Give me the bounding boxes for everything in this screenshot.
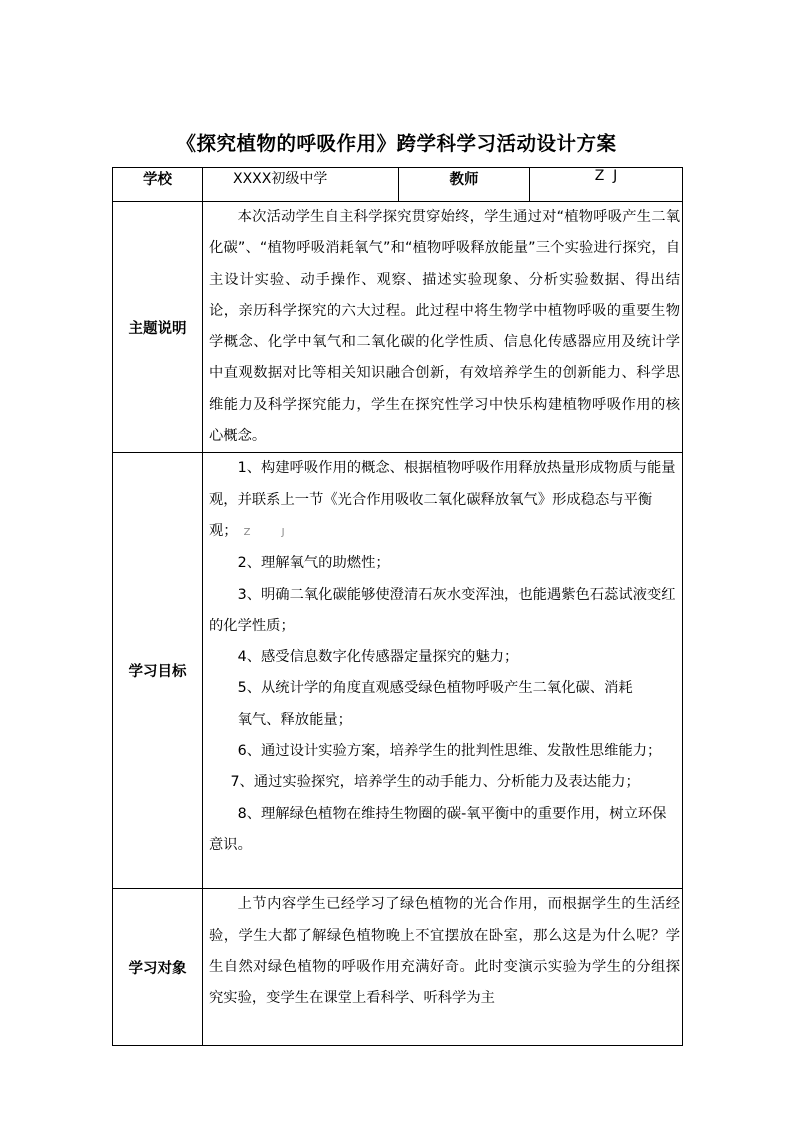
goal-item-5-cont: 氧气、释放能量；: [237, 711, 352, 728]
goal-item-5: 5、从统计学的角度直观感受绿色植物呼吸产生二氧化碳、消耗: [237, 680, 633, 697]
audience-text: 上节内容学生已经学习了绿色植物的光合作用，而根据学生的生活经验，学生大都了解绿色植物晚上不宜摆放在卧室，那么这是为什么呢？学生自然对绿色植物的呼吸作用充满好奇。此时变演示实验为学生的分组探究实验，变学生在课堂上看科学、听科学为主: [209, 896, 680, 1007]
goals-label: 学习目标: [113, 453, 203, 889]
goals-row: [113, 453, 683, 889]
watermark-mark: Z J: [243, 526, 299, 538]
theme-label: 主题说明: [113, 202, 203, 453]
goals-content: [203, 453, 683, 889]
goal-item-4: 4、感受信息数字化传感器定量探究的魅力；: [237, 649, 519, 666]
goal-item-6: 6、通过设计实验方案，培养学生的批判性思维、发散性思维能力；: [237, 743, 662, 760]
theme-content: [203, 202, 683, 453]
plan-table: [112, 167, 683, 1046]
theme-text: 本次活动学生自主科学探究贯穿始终，学生通过对“植物呼吸产生二氧化碳”、“植物呼吸消耗氧气”和“植物呼吸释放能量”三个实验进行探究，自主设计实验、动手操作、观察、描述实验现象、分析实验数据、得出结论，亲历科学探究的六大过程。此过程中将生物学中植物呼吸的重要生物学概念、化学中氧气和二氧化碳的化学性质、信息化传感器应用及统计学中直观数据对比等相关知识融合创新，有效培养学生的创新能力、科学思维能力及科学探究能力，学生在探究性学习中快乐构建植物呼吸作用的核心概念。: [209, 209, 680, 445]
school-label: 学校: [113, 168, 203, 202]
audience-label: 学习对象: [113, 889, 203, 1046]
goal-item-1: 1、构建呼吸作用的概念、根据植物呼吸作用释放热量形成物质与能量观，并联系上一节《光合作用吸收二氧化碳释放氧气》形成稳态与平衡观； Z J: [209, 460, 676, 539]
theme-row: [113, 202, 683, 453]
header-row: [113, 168, 683, 202]
goal-item-8: 8、理解绿色植物在维持生物圈的碳-氧平衡中的重要作用，树立环保意识。: [209, 805, 667, 853]
teacher-value: Z J: [530, 168, 683, 202]
teacher-label: 教师: [399, 168, 530, 202]
goal-item-3: 3、明确二氧化碳能够使澄清石灰水变浑浊，也能遇紫色石蕊试液变红的化学性质；: [209, 586, 676, 634]
page-title: 《探究植物的呼吸作用》跨学科学习活动设计方案: [176, 132, 617, 155]
audience-row: [113, 889, 683, 1046]
audience-content: [203, 889, 683, 1046]
goal-item-2: 2、理解氧气的助燃性；: [237, 555, 390, 572]
goal-item-7: 7、通过实验探究，培养学生的动手能力、分析能力及表达能力；: [230, 774, 640, 791]
school-value: XXXX初级中学: [203, 168, 399, 202]
